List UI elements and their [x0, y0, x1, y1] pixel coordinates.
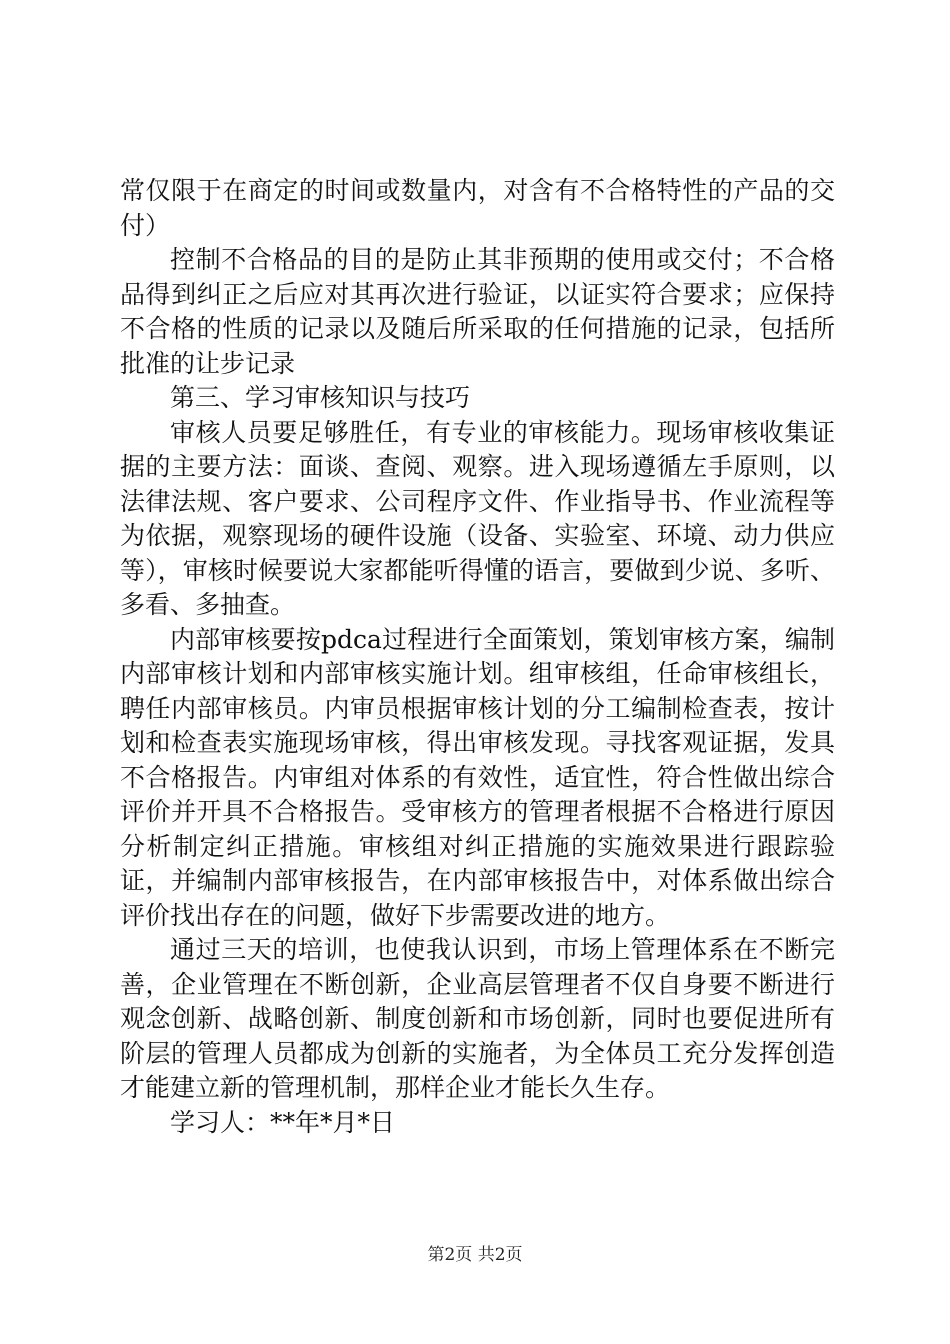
paragraph-continuation: 常仅限于在商定的时间或数量内，对含有不合格特性的产品的交付）: [120, 176, 835, 240]
paragraph-training-conclusion: 通过三天的培训，也使我认识到，市场上管理体系在不断完善，企业管理在不断创新，企业高层管理者不仅自身要不断进行观念创新、战略创新、制度创新和市场创新，同时也要促进所有阶层的管理人员都成为创新的实施者，为全体员工充分发挥创造才能建立新的管理机制，那样企业才能长久生存。: [120, 935, 835, 1102]
paragraph-nonconforming-control: 控制不合格品的目的是防止其非预期的使用或交付；不合格品得到纠正之后应对其再次进行验证，以证实符合要求；应保持不合格的性质的记录以及随后所采取的任何措施的记录，包括所批准的让步记录: [120, 245, 835, 378]
signature-line: 学习人：**年*月*日: [170, 1107, 396, 1137]
section-heading-audit-skills: 第三、学习审核知识与技巧: [170, 383, 471, 412]
paragraph-auditor-competence: 审核人员要足够胜任，有专业的审核能力。现场审核收集证据的主要方法：面谈、查阅、观察。进入现场遵循左手原则，以法律法规、客户要求、公司程序文件、作业指导书、作业流程等为依据，观察现场的硬件设施（设备、实验室、环境、动力供应等），审核时候要说大家都能听得懂的语言，要做到少说、多听、多看、多抽查。: [120, 417, 835, 619]
paragraph-internal-audit-pdca: 内部审核要按pdca过程进行全面策划，策划审核方案，编制内部审核计划和内部审核实施计划。组审核组，任命审核组长，聘任内部审核员。内审员根据审核计划的分工编制检查表，按计划和检查表实施现场审核，得出审核发现。寻找客观证据，发具不合格报告。内审组对体系的有效性，适宜性，符合性做出综合评价并开具不合格报告。受审核方的管理者根据不合格进行原因分析制定纠正措施。审核组对纠正措施的实施效果进行跟踪验证，并编制内部审核报告，在内部审核报告中，对体系做出综合评价找出存在的问题，做好下步需要改进的地方。: [120, 624, 835, 930]
page-number-footer: 第2页 共2页: [427, 1245, 523, 1265]
document-body: [120, 174, 835, 1140]
